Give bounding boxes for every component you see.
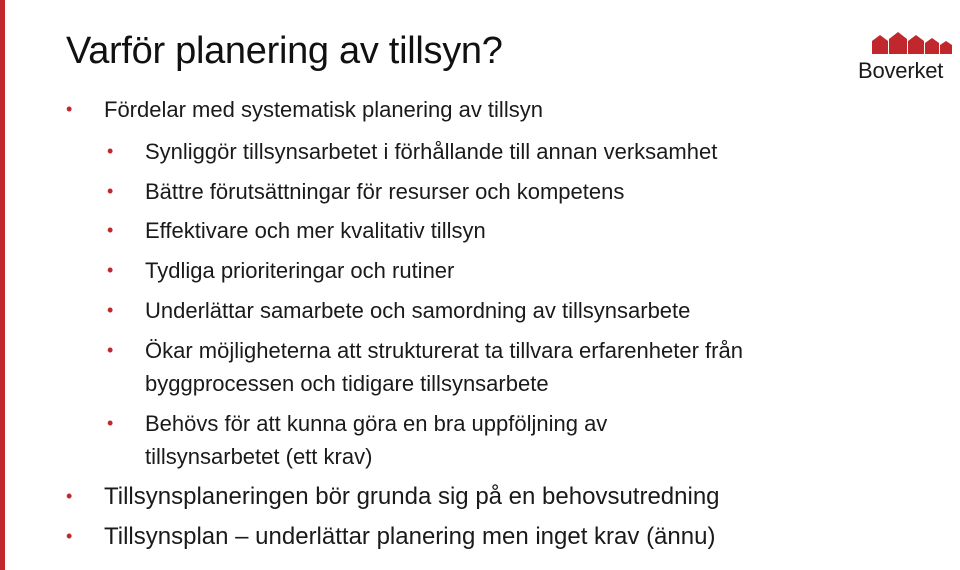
sub-bullet-item: • Underlättar samarbete och samordning av tillsynsarbete (145, 294, 690, 327)
boverket-logo (858, 32, 960, 88)
sub-bullet-item: • Tydliga prioriteringar och rutiner (145, 254, 454, 287)
logo-text: Boverket (858, 58, 944, 83)
bullet-item: • Tillsynsplan – underlättar planering men inget krav (ännu) (104, 520, 715, 553)
sub-bullet-item: • Bättre förutsättningar för resurser och kompetens (145, 175, 624, 208)
bullet-item: • Fördelar med systematisk planering av tillsyn (104, 93, 543, 126)
slide-title: Varför planering av tillsyn? (66, 30, 503, 72)
bullet-item: • Tillsynsplaneringen bör grunda sig på en behovsutredning (104, 480, 720, 513)
sub-bullet-item: • Ökar möjligheterna att strukturerat ta tillvara erfarenheter från byggprocessen och tidigare tillsynsarbete (145, 334, 865, 400)
sub-bullet-item: • Effektivare och mer kvalitativ tillsyn (145, 214, 486, 247)
sub-bullet-item: • Synliggör tillsynsarbetet i förhållande till annan verksamhet (145, 135, 717, 168)
accent-bar (0, 0, 5, 570)
roof-logo-icon (870, 32, 956, 54)
sub-bullet-item: • Behövs för att kunna göra en bra uppföljning av tillsynsarbetet (ett krav) (145, 407, 745, 473)
